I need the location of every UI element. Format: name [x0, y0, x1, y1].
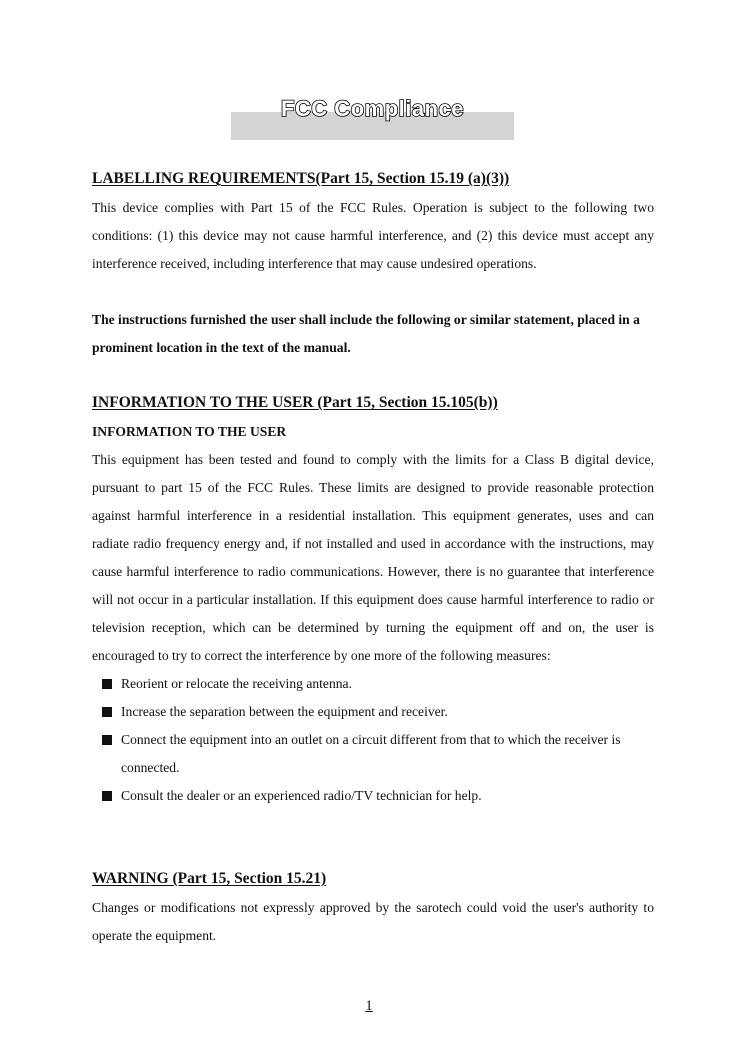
list-item: Connect the equipment into an outlet on a circuit different from that to which the receiver is connected. — [92, 726, 654, 782]
information-heading: INFORMATION TO THE USER (Part 15, Section 15.105(b)) — [92, 394, 498, 411]
bullet-square-icon — [102, 735, 112, 745]
list-item: Reorient or relocate the receiving antenna. — [92, 670, 654, 698]
warning-section — [92, 870, 654, 888]
bullet-square-icon — [102, 707, 112, 717]
information-paragraph: This equipment has been tested and found to comply with the limits for a Class B digital device, pursuant to part 15 of the FCC Rules. These limits are designed to provide reasonable protection against harmful interference in a residential installation. This equipment generates, uses and can radiate radio frequency energy and, if not installed and used in accordance with the instructions, may cause harmful interference to radio communications. However, there is no guarantee that interference will not occur in a particular installation. If this equipment does cause harmful interference to radio or television reception, which can be determined by turning the equipment off and on, the user is encouraged to try to correct the interference by one more of the following measures: — [92, 452, 654, 663]
labelling-paragraph: This device complies with Part 15 of the FCC Rules. Operation is subject to the following two conditions: (1) this device may not cause harmful interference, and (2) this device must accept any interference received, including interference that may cause undesired operations. — [92, 200, 654, 271]
instructions-statement: The instructions furnished the user shall include the following or similar statement, placed in a prominent location in the text of the manual. — [92, 312, 640, 355]
bullet-square-icon — [102, 791, 112, 801]
labelling-body — [92, 194, 654, 278]
labelling-heading: LABELLING REQUIREMENTS(Part 15, Section 15.19 (a)(3)) — [92, 170, 510, 187]
information-body — [92, 446, 654, 810]
information-subsection — [92, 424, 654, 440]
bullet-square-icon — [102, 679, 112, 689]
warning-paragraph: Changes or modifications not expressly approved by the sarotech could void the user's authority to operate the equipment. — [92, 900, 654, 943]
list-item: Increase the separation between the equipment and receiver. — [92, 698, 654, 726]
warning-heading: WARNING (Part 15, Section 15.21) — [92, 870, 327, 887]
information-section — [92, 394, 654, 412]
page-title: FCC Compliance — [280, 96, 465, 121]
list-item: Consult the dealer or an experienced radio/TV technician for help. — [92, 782, 654, 810]
page-number: 1 — [365, 998, 373, 1014]
information-subheading: INFORMATION TO THE USER — [92, 424, 287, 439]
instructions-block — [92, 306, 654, 362]
labelling-section — [92, 170, 654, 188]
warning-body — [92, 894, 654, 950]
measures-list — [92, 670, 654, 810]
